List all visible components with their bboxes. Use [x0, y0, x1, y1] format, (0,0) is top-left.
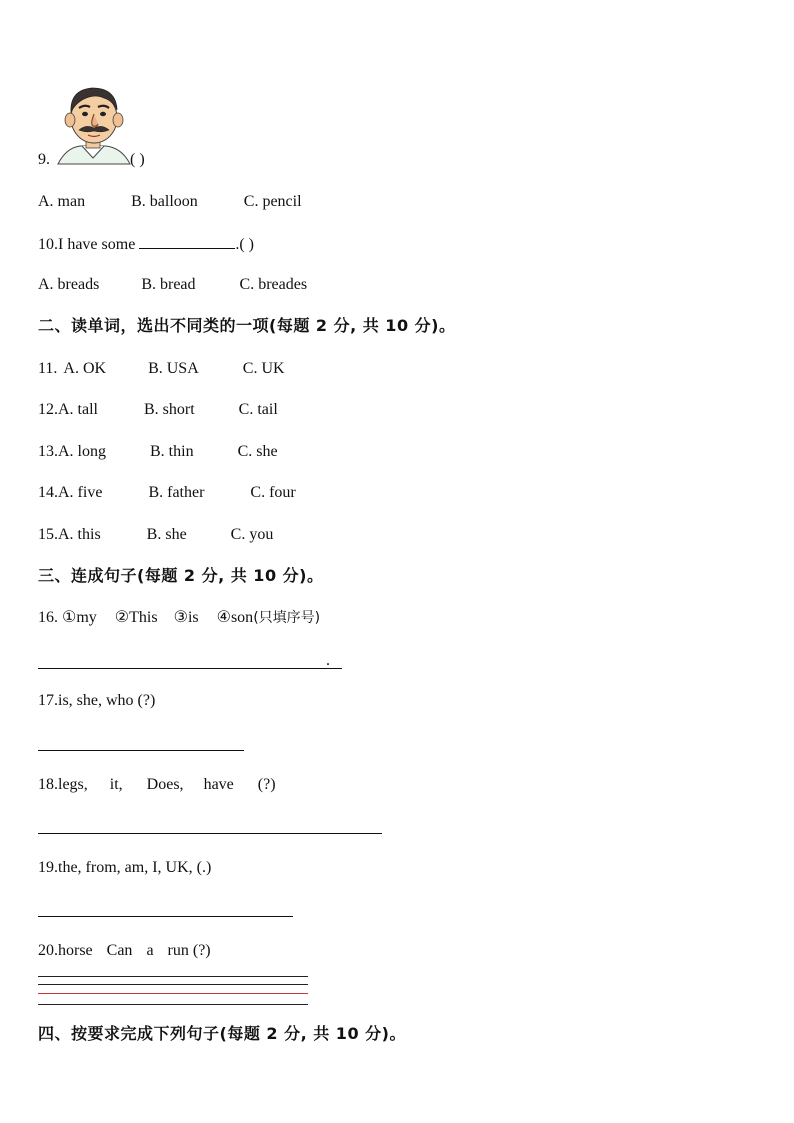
- option-b: B. thin: [150, 443, 194, 460]
- word: Can: [106, 942, 133, 959]
- section-four-heading: 四、按要求完成下列句子(每题 2 分, 共 10 分)。: [38, 1024, 406, 1043]
- question-16: [38, 608, 320, 628]
- word: ④son: [216, 609, 254, 626]
- question-9-answer-paren: ( ): [130, 151, 145, 168]
- writing-line-3[interactable]: [38, 1004, 308, 1005]
- option-c: C. UK: [242, 360, 285, 377]
- option-a: A. five: [58, 484, 103, 501]
- section-two-heading: 二、读单词，选出不同类的一项(每题 2 分, 共 10 分)。: [38, 316, 456, 335]
- question-20: [38, 941, 211, 961]
- question-19: 19.the, from, am, I, UK, (.): [38, 859, 212, 876]
- question-12: [38, 400, 278, 420]
- answer-line[interactable]: [38, 916, 293, 917]
- option-b: B. she: [146, 526, 187, 543]
- option-c: C. four: [250, 484, 296, 501]
- question-18: [38, 775, 276, 795]
- word: a: [146, 942, 154, 959]
- question-9-number: 9.: [38, 151, 50, 168]
- option-c: C. she: [237, 443, 278, 460]
- option-a: A. tall: [58, 401, 98, 418]
- question-number: 13.: [38, 443, 58, 460]
- word: it,: [109, 776, 123, 793]
- option-c: C. you: [230, 526, 274, 543]
- answer-blank[interactable]: [139, 234, 235, 249]
- sentence-end-dot: .: [326, 652, 330, 669]
- answer-line[interactable]: [38, 750, 244, 751]
- question-10-options: [38, 275, 307, 295]
- question-14: [38, 483, 296, 503]
- option-b: B. USA: [148, 360, 199, 377]
- option-b: B. balloon: [131, 193, 198, 210]
- question-number: 16.: [38, 609, 58, 626]
- question-number: 20.: [38, 942, 58, 959]
- question-11: [38, 359, 285, 379]
- question-number: 18.: [38, 776, 58, 793]
- question-9-options: [38, 192, 302, 212]
- answer-line[interactable]: [38, 668, 342, 669]
- section-three-heading: 三、连成句子(每题 2 分, 共 10 分)。: [38, 566, 324, 585]
- answer-line[interactable]: [38, 833, 382, 834]
- word: ③is: [173, 609, 199, 626]
- writing-line-1[interactable]: [38, 976, 308, 977]
- question-number: 11.: [38, 360, 58, 377]
- option-b: B. bread: [141, 276, 196, 293]
- word: horse: [58, 942, 93, 959]
- question-number: 12.: [38, 401, 58, 418]
- question-10-paren: .( ): [235, 236, 254, 253]
- question-number: 15.: [38, 526, 58, 543]
- question-number: 14.: [38, 484, 58, 501]
- option-b: B. short: [144, 401, 195, 418]
- option-c: C. pencil: [243, 193, 302, 210]
- word: Does,: [146, 776, 184, 793]
- question-9: [38, 150, 145, 170]
- writing-line-2[interactable]: [38, 984, 308, 985]
- option-c: C. tail: [238, 401, 278, 418]
- word: run (?): [167, 942, 211, 959]
- writing-line-red[interactable]: [38, 993, 308, 994]
- word: ①my: [62, 609, 97, 626]
- option-b: B. father: [148, 484, 205, 501]
- option-a: A. OK: [63, 360, 107, 377]
- option-a: A. long: [58, 443, 106, 460]
- option-a: A. breads: [38, 276, 100, 293]
- question-13: [38, 442, 278, 462]
- option-a: A. this: [58, 526, 101, 543]
- word: have: [203, 776, 234, 793]
- word: legs,: [58, 776, 88, 793]
- question-17: 17.is, she, who (?): [38, 692, 156, 709]
- question-10: [38, 234, 254, 255]
- option-a: A. man: [38, 193, 86, 210]
- question-15: [38, 525, 273, 545]
- question-10-stem: 10.I have some: [38, 236, 136, 253]
- word: ②This: [114, 609, 158, 626]
- word: (?): [257, 776, 276, 793]
- option-c: C. breades: [239, 276, 308, 293]
- instruction-note: (只填序号): [253, 610, 321, 626]
